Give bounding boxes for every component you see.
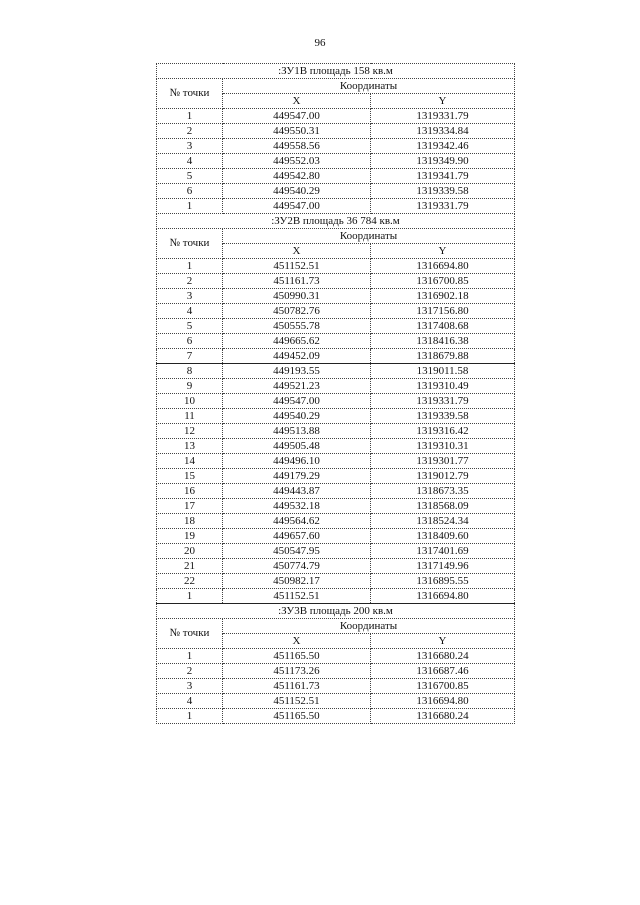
point-number-cell: 3 [157, 679, 223, 694]
table-row [157, 139, 515, 154]
y-header: Y [371, 634, 515, 649]
table-row [157, 394, 515, 409]
table-row [157, 334, 515, 349]
section-title: :ЗУ3В площадь 200 кв.м [157, 604, 515, 619]
table-row [157, 349, 515, 364]
section-title-row [157, 214, 515, 229]
table-row [157, 109, 515, 124]
header-row [157, 619, 515, 634]
coordinates-header: Координаты [223, 229, 515, 244]
x-coordinate-cell: 449532.18 [223, 499, 371, 514]
table-row [157, 574, 515, 589]
point-number-cell: 3 [157, 139, 223, 154]
table-row [157, 259, 515, 274]
y-coordinate-cell: 1318568.09 [371, 499, 515, 514]
x-coordinate-cell: 449496.10 [223, 454, 371, 469]
point-number-header: № точки [157, 229, 223, 259]
table-row [157, 289, 515, 304]
y-coordinate-cell: 1319310.49 [371, 379, 515, 394]
y-coordinate-cell: 1318673.35 [371, 484, 515, 499]
table-row [157, 499, 515, 514]
point-number-cell: 13 [157, 439, 223, 454]
y-coordinate-cell: 1318679.88 [371, 349, 515, 364]
x-coordinate-cell: 449505.48 [223, 439, 371, 454]
point-number-cell: 5 [157, 319, 223, 334]
x-coordinate-cell: 449443.87 [223, 484, 371, 499]
table-row [157, 589, 515, 604]
table-row [157, 124, 515, 139]
table-row [157, 514, 515, 529]
point-number-cell: 1 [157, 199, 223, 214]
y-coordinate-cell: 1317401.69 [371, 544, 515, 559]
y-coordinate-cell: 1319341.79 [371, 169, 515, 184]
y-coordinate-cell: 1318416.38 [371, 334, 515, 349]
point-number-cell: 4 [157, 304, 223, 319]
y-coordinate-cell: 1317156.80 [371, 304, 515, 319]
point-number-cell: 14 [157, 454, 223, 469]
point-number-cell: 6 [157, 334, 223, 349]
header-row [157, 229, 515, 244]
table-row [157, 169, 515, 184]
table-row [157, 529, 515, 544]
x-coordinate-cell: 449547.00 [223, 394, 371, 409]
point-number-header: № точки [157, 79, 223, 109]
table-row [157, 649, 515, 664]
x-coordinate-cell: 450547.95 [223, 544, 371, 559]
y-coordinate-cell: 1316687.46 [371, 664, 515, 679]
y-coordinate-cell: 1316694.80 [371, 589, 515, 604]
table-row [157, 709, 515, 724]
y-coordinate-cell: 1319316.42 [371, 424, 515, 439]
table-row [157, 664, 515, 679]
y-coordinate-cell: 1316694.80 [371, 694, 515, 709]
x-coordinate-cell: 449452.09 [223, 349, 371, 364]
table-row [157, 319, 515, 334]
y-coordinate-cell: 1318524.34 [371, 514, 515, 529]
x-coordinate-cell: 451173.26 [223, 664, 371, 679]
y-coordinate-cell: 1316700.85 [371, 679, 515, 694]
x-coordinate-cell: 449564.62 [223, 514, 371, 529]
y-coordinate-cell: 1319349.90 [371, 154, 515, 169]
point-number-cell: 4 [157, 154, 223, 169]
x-coordinate-cell: 451152.51 [223, 694, 371, 709]
x-coordinate-cell: 449547.00 [223, 109, 371, 124]
point-number-cell: 2 [157, 664, 223, 679]
x-coordinate-cell: 450982.17 [223, 574, 371, 589]
x-coordinate-cell: 451165.50 [223, 709, 371, 724]
table-row [157, 379, 515, 394]
x-coordinate-cell: 449558.56 [223, 139, 371, 154]
x-coordinate-cell: 449540.29 [223, 184, 371, 199]
x-coordinate-cell: 449513.88 [223, 424, 371, 439]
x-coordinate-cell: 449550.31 [223, 124, 371, 139]
coordinates-header: Координаты [223, 619, 515, 634]
x-header: X [223, 94, 371, 109]
point-number-cell: 8 [157, 364, 223, 379]
table-row [157, 679, 515, 694]
point-number-cell: 20 [157, 544, 223, 559]
point-number-cell: 11 [157, 409, 223, 424]
table-row [157, 454, 515, 469]
x-coordinate-cell: 451161.73 [223, 274, 371, 289]
y-coordinate-cell: 1319339.58 [371, 184, 515, 199]
point-number-cell: 1 [157, 589, 223, 604]
y-coordinate-cell: 1319339.58 [371, 409, 515, 424]
y-coordinate-cell: 1319334.84 [371, 124, 515, 139]
table-row [157, 424, 515, 439]
x-coordinate-cell: 449193.55 [223, 364, 371, 379]
point-number-cell: 16 [157, 484, 223, 499]
y-coordinate-cell: 1319342.46 [371, 139, 515, 154]
x-coordinate-cell: 450990.31 [223, 289, 371, 304]
point-number-cell: 5 [157, 169, 223, 184]
y-coordinate-cell: 1316700.85 [371, 274, 515, 289]
point-number-cell: 15 [157, 469, 223, 484]
x-coordinate-cell: 449542.80 [223, 169, 371, 184]
y-coordinate-cell: 1316680.24 [371, 709, 515, 724]
y-coordinate-cell: 1317408.68 [371, 319, 515, 334]
table-row [157, 364, 515, 379]
y-coordinate-cell: 1319011.58 [371, 364, 515, 379]
point-number-cell: 7 [157, 349, 223, 364]
point-number-header: № точки [157, 619, 223, 649]
y-coordinate-cell: 1316680.24 [371, 649, 515, 664]
table-row [157, 484, 515, 499]
x-coordinate-cell: 449547.00 [223, 199, 371, 214]
point-number-cell: 2 [157, 274, 223, 289]
point-number-cell: 4 [157, 694, 223, 709]
x-coordinate-cell: 451152.51 [223, 259, 371, 274]
point-number-cell: 10 [157, 394, 223, 409]
coordinates-table [156, 63, 515, 724]
point-number-cell: 1 [157, 109, 223, 124]
y-header: Y [371, 244, 515, 259]
section-title-row [157, 604, 515, 619]
x-coordinate-cell: 450555.78 [223, 319, 371, 334]
page-number: 96 [314, 37, 326, 49]
point-number-cell: 1 [157, 649, 223, 664]
table-row [157, 694, 515, 709]
point-number-cell: 19 [157, 529, 223, 544]
x-coordinate-cell: 451161.73 [223, 679, 371, 694]
y-coordinate-cell: 1316902.18 [371, 289, 515, 304]
x-coordinate-cell: 451152.51 [223, 589, 371, 604]
table-row [157, 199, 515, 214]
table-row [157, 469, 515, 484]
section-title-row [157, 64, 515, 79]
y-coordinate-cell: 1317149.96 [371, 559, 515, 574]
x-header: X [223, 634, 371, 649]
section-title: :ЗУ1В площадь 158 кв.м [157, 64, 515, 79]
table-row [157, 439, 515, 454]
point-number-cell: 6 [157, 184, 223, 199]
y-coordinate-cell: 1319331.79 [371, 109, 515, 124]
point-number-cell: 1 [157, 709, 223, 724]
x-coordinate-cell: 449665.62 [223, 334, 371, 349]
x-header: X [223, 244, 371, 259]
x-coordinate-cell: 449552.03 [223, 154, 371, 169]
x-coordinate-cell: 449657.60 [223, 529, 371, 544]
header-row [157, 79, 515, 94]
x-coordinate-cell: 451165.50 [223, 649, 371, 664]
y-coordinate-cell: 1318409.60 [371, 529, 515, 544]
point-number-cell: 22 [157, 574, 223, 589]
x-coordinate-cell: 449540.29 [223, 409, 371, 424]
coordinates-header: Координаты [223, 79, 515, 94]
x-coordinate-cell: 450774.79 [223, 559, 371, 574]
point-number-cell: 17 [157, 499, 223, 514]
x-coordinate-cell: 450782.76 [223, 304, 371, 319]
section-title: :ЗУ2В площадь 36 784 кв.м [157, 214, 515, 229]
x-coordinate-cell: 449521.23 [223, 379, 371, 394]
point-number-cell: 1 [157, 259, 223, 274]
y-coordinate-cell: 1316895.55 [371, 574, 515, 589]
point-number-cell: 21 [157, 559, 223, 574]
y-header: Y [371, 94, 515, 109]
table-row [157, 304, 515, 319]
y-coordinate-cell: 1319331.79 [371, 394, 515, 409]
point-number-cell: 9 [157, 379, 223, 394]
y-coordinate-cell: 1316694.80 [371, 259, 515, 274]
y-coordinate-cell: 1319012.79 [371, 469, 515, 484]
table-row [157, 274, 515, 289]
table-row [157, 544, 515, 559]
table-row [157, 559, 515, 574]
point-number-cell: 12 [157, 424, 223, 439]
table-row [157, 409, 515, 424]
table-row [157, 154, 515, 169]
point-number-cell: 3 [157, 289, 223, 304]
coordinates-table-body [157, 64, 515, 724]
point-number-cell: 2 [157, 124, 223, 139]
x-coordinate-cell: 449179.29 [223, 469, 371, 484]
y-coordinate-cell: 1319310.31 [371, 439, 515, 454]
table-row [157, 184, 515, 199]
y-coordinate-cell: 1319331.79 [371, 199, 515, 214]
y-coordinate-cell: 1319301.77 [371, 454, 515, 469]
point-number-cell: 18 [157, 514, 223, 529]
